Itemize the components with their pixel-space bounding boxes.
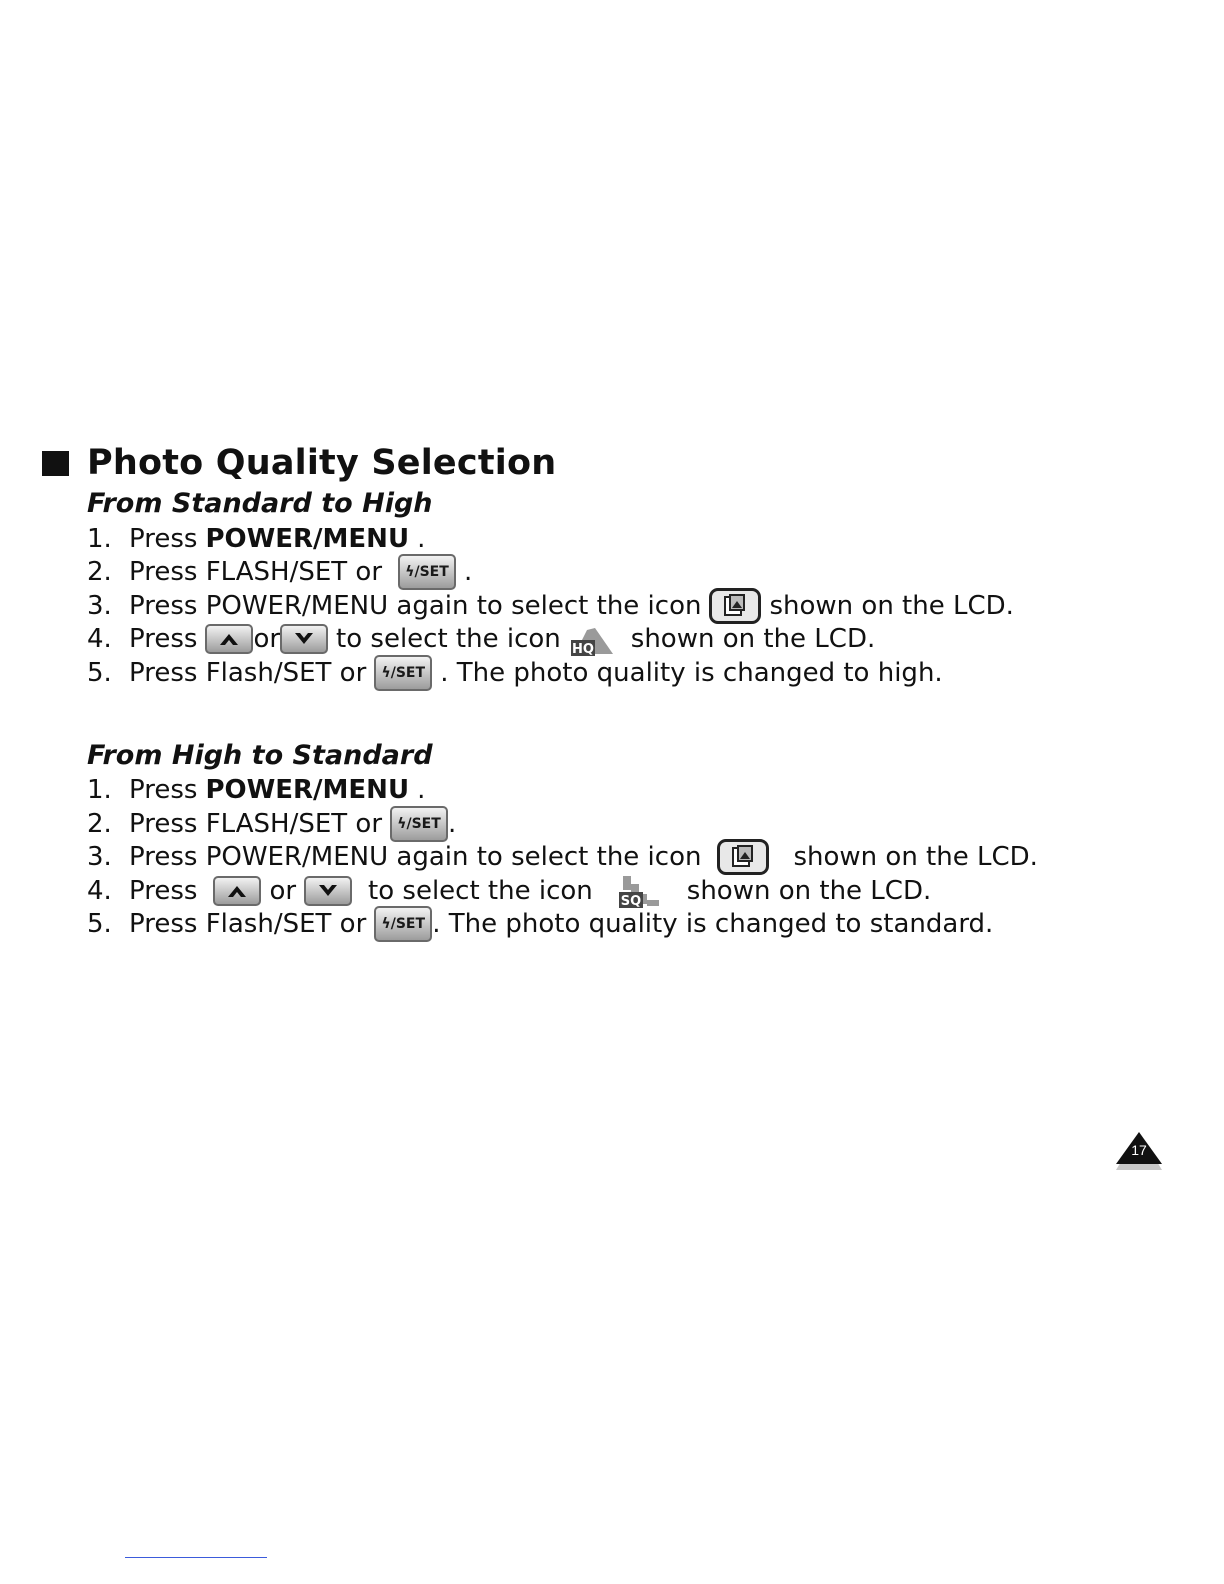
list-item [87,656,1142,690]
step-number: 5. [87,909,112,940]
square-bullet-icon [42,451,69,476]
down-arrow-button-icon [304,876,352,906]
power-menu-label: POWER/MENU [205,523,410,554]
up-arrow-button-icon [205,624,253,654]
steps-list-standard-to-high [42,522,1142,690]
svg-text:SQ: SQ [620,893,641,908]
step-text: Press [129,624,198,655]
or-text: or [269,875,297,906]
step-text-end: shown on the LCD. [769,590,1014,621]
step-text-end: . The photo quality is changed to standard. [432,909,994,940]
step-text-end: . [448,808,457,839]
flash-set-button-icon: ϟ/SET [374,906,432,942]
page-heading: Photo Quality Selection [87,443,557,483]
step-text-mid: to select the icon [336,624,561,655]
or-text: or [253,624,281,655]
subheading-standard-to-high: From Standard to High [87,488,433,519]
step-number: 1. [87,523,112,554]
flash-set-button-icon: ϟ/SET [390,806,448,842]
step-text-end: . The photo quality is changed to high. [440,657,943,688]
step-text: Press [129,523,198,554]
step-text: Press POWER/MENU again to select the icon [129,842,702,873]
step-text-end: . [417,775,426,806]
step-text: Press POWER/MENU again to select the icon [129,590,702,621]
step-text: Press [129,875,198,906]
high-quality-icon [569,622,615,656]
step-text-end: shown on the LCD. [686,875,932,906]
step-text: Press FLASH/SET or [129,808,383,839]
footer-rule [125,1557,267,1558]
subheading-high-to-standard: From High to Standard [87,739,433,771]
photo-quality-section [42,440,1142,941]
power-menu-label: POWER/MENU [205,775,410,806]
up-arrow-button-icon [213,876,261,906]
list-item [87,874,1142,908]
list-item [87,589,1142,623]
page-number: 17 [1131,1142,1147,1158]
step-text: Press Flash/SET or [129,657,367,688]
step-number: 1. [87,775,112,806]
step-number: 3. [87,842,112,873]
svg-text:HQ: HQ [571,642,594,657]
flash-set-button-icon: ϟ/SET [398,554,456,590]
list-item [87,556,1142,590]
list-item [87,774,1142,808]
step-text: Press [129,775,198,806]
step-text-end: . [464,557,473,588]
step-number: 4. [87,875,112,906]
steps-list-high-to-standard [42,774,1142,942]
heading-row [42,440,1142,486]
step-text-end: shown on the LCD. [630,624,876,655]
list-item [87,623,1142,657]
step-text-end: shown on the LCD. [793,842,1038,873]
list-item [87,841,1142,875]
standard-quality-icon [617,874,663,908]
step-number: 5. [87,657,112,688]
quality-mode-icon [717,839,769,875]
step-text: Press Flash/SET or [129,909,367,940]
step-number: 2. [87,557,112,588]
down-arrow-button-icon [280,624,328,654]
list-item [87,908,1142,942]
step-number: 4. [87,624,112,655]
step-text: Press FLASH/SET or [129,557,383,588]
list-item [87,807,1142,841]
step-text-end: . [417,523,426,554]
page-number-badge [1114,1130,1164,1172]
step-number: 3. [87,590,112,621]
quality-mode-icon [709,588,761,624]
list-item [87,522,1142,556]
flash-set-button-icon: ϟ/SET [374,655,432,691]
step-text-mid: to select the icon [368,875,593,906]
step-number: 2. [87,808,112,839]
